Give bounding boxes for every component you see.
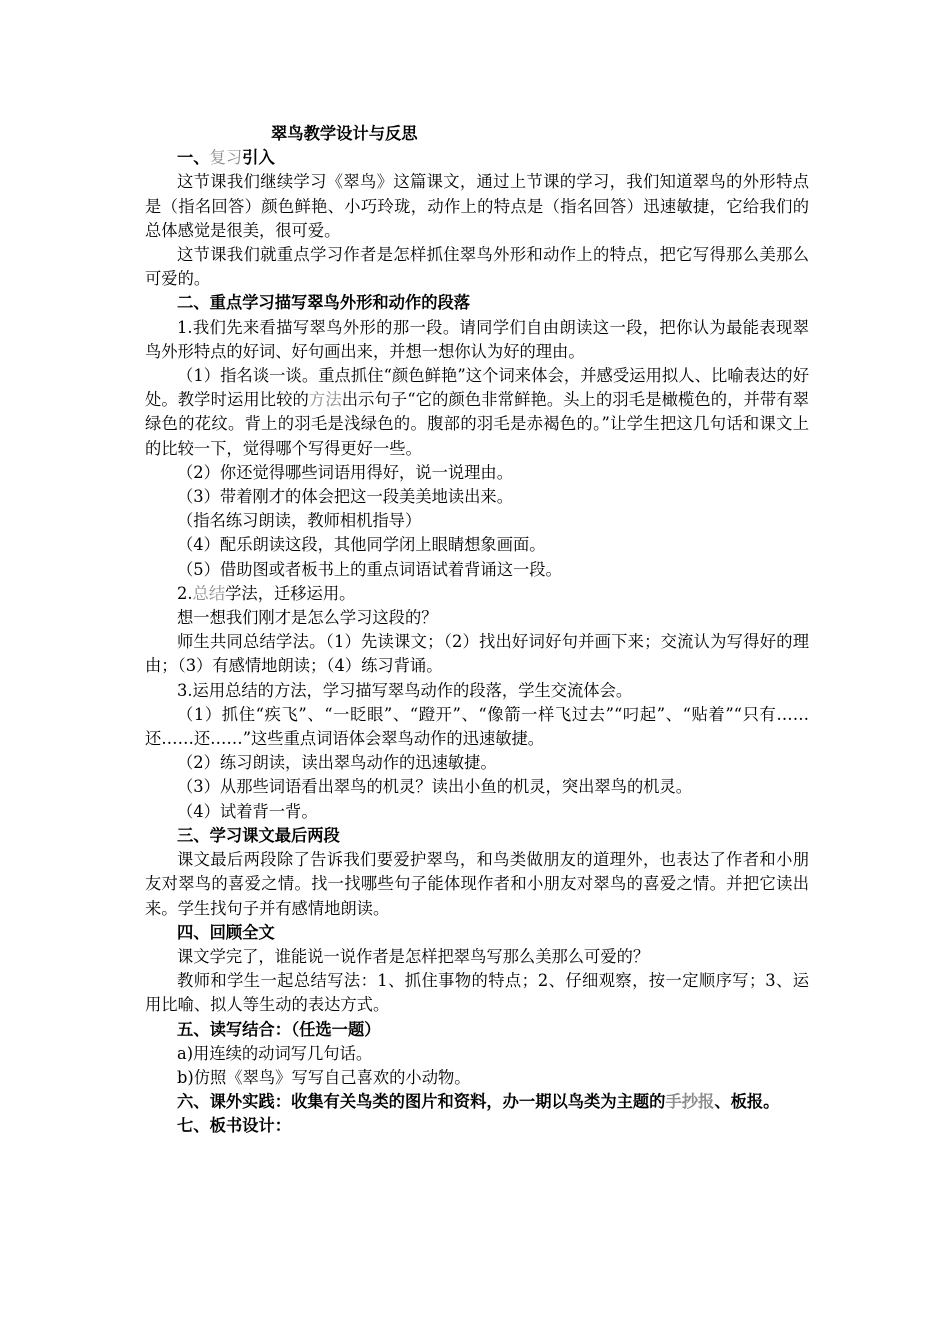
section-2-paragraph-6: （4）配乐朗读这段，其他同学闭上眼睛想象画面。 — [177, 535, 546, 555]
section-4-paragraph-2: 教师和学生一起总结写法：1、抓住事物的特点；2、仔细观察，按一定顺序写；3、运用比喻、拟人等生动的表达方式。 — [145, 971, 809, 1015]
section-6-heading-start: 六、课外实践：收集有关鸟类的图片和资料，办一期以鸟类为主题的 — [177, 1092, 666, 1112]
document-title: 翠鸟教学设计与反思 — [271, 124, 418, 143]
section-2-paragraph-13: （2）练习朗读，读出翠鸟动作的迅速敏捷。 — [177, 753, 497, 773]
section-2-paragraph-2-start: （1）指名谈一谈。重点抓住“颜色鲜艳”这个词来体会，并感受运用拟人、比喻表达的好处。教学时运用比较的 — [145, 366, 809, 410]
section-2-paragraph-3: （2）你还觉得哪些词语用得好，说一说理由。 — [177, 462, 513, 482]
section-2-paragraph-11: 3.运用总结的方法，学习描写翠鸟动作的段落，学生交流体会。 — [177, 680, 633, 700]
section-2-paragraph-14: （3）从那些词语看出翠鸟的机灵？读出小鱼的机灵，突出翠鸟的机灵。 — [177, 777, 693, 797]
section-2-heading: 二、重点学习描写翠鸟外形和动作的段落 — [177, 293, 471, 313]
method-link[interactable]: 方法 — [308, 390, 342, 410]
section-2-paragraph-4: （3）带着刚才的体会把这一段美美地读出来。 — [177, 487, 513, 507]
section-1-heading-text: 引入 — [242, 148, 275, 168]
section-1-number: 一、 — [177, 148, 210, 168]
handwritten-newspaper-link[interactable]: 手抄报 — [665, 1092, 715, 1112]
section-4-paragraph-1: 课文学完了，谁能说一说作者是怎样把翠鸟写那么美那么可爱的？ — [177, 946, 650, 966]
summary-link[interactable]: 总结 — [192, 583, 226, 603]
section-5-heading: 五、读写结合：（任选一题） — [177, 1019, 381, 1039]
section-2-paragraph-8 — [145, 582, 809, 606]
section-2-paragraph-8-text: 学法，迁移运用。 — [225, 583, 356, 603]
section-2-paragraph-9: 想一想我们刚才是怎么学习这段的？ — [177, 608, 438, 628]
section-2-paragraph-12: （1）抓住“疾飞”、“一眨眼”、“蹬开”、“像箭一样飞过去”“叼起”、“贴着”“只有……还……还……”这些重点词语体会翠鸟动作的迅速敏捷。 — [145, 704, 809, 749]
section-1-paragraph-2: 这节课我们就重点学习作者是怎样抓住翠鸟外形和动作上的特点，把它写得那么美那么可爱的。 — [145, 245, 809, 289]
section-2-paragraph-8-number: 2. — [177, 583, 193, 603]
section-6-heading — [145, 1090, 809, 1114]
section-5-option-a: a)用连续的动词写几句话。 — [177, 1043, 373, 1063]
section-7-heading: 七、板书设计： — [177, 1116, 291, 1136]
section-3-paragraph-1: 课文最后两段除了告诉我们要爱护翠鸟，和鸟类做朋友的道理外，也表达了作者和小朋友对翠鸟的喜爱之情。找一找哪些句子能体现作者和小朋友对翠鸟的喜爱之情。并把它读出来。学生找句子并有感情地朗读。 — [145, 850, 809, 918]
section-2-paragraph-1: 1.我们先来看描写翠鸟外形的那一段。请同学们自由朗读这一段，把你认为最能表现翠鸟外形特点的好词、好句画出来，并想一想你认为好的理由。 — [145, 317, 809, 361]
section-5-option-b: b)仿照《翠鸟》写写自己喜欢的小动物。 — [177, 1067, 471, 1087]
section-2-paragraph-2-end: 出示句子“它的颜色非常鲜艳。头上的羽毛是橄榄色的，并带有翠绿色的花纹。背上的羽毛是浅绿色的。腹部的羽毛是赤褐色的。”让学生把这几句话和课文上的比较一下，觉得哪个写得更好一些。 — [145, 390, 809, 458]
section-2-paragraph-7: （5）借助图或者板书上的重点词语试着背诵这一段。 — [177, 559, 562, 579]
section-1-heading — [145, 146, 809, 170]
section-2-paragraph-5: （指名练习朗读，教师相机指导） — [177, 511, 422, 531]
document-page — [145, 122, 809, 1139]
section-4-heading: 四、回顾全文 — [177, 922, 275, 942]
section-6-heading-end: 、板报。 — [714, 1092, 780, 1112]
review-link[interactable]: 复习 — [209, 148, 243, 168]
section-3-heading: 三、学习课文最后两段 — [177, 825, 340, 845]
section-2-paragraph-2 — [145, 364, 809, 461]
section-2-paragraph-10: 师生共同总结学法。（1）先读课文；（2）找出好词好句并画下来；交流认为写得好的理由；（3）有感情地朗读；（4）练习背诵。 — [145, 632, 809, 676]
section-1-paragraph-1: 这节课我们继续学习《翠鸟》这篇课文，通过上节课的学习，我们知道翠鸟的外形特点是（指名回答）颜色鲜艳、小巧玲珑，动作上的特点是（指名回答）迅速敏捷，它给我们的总体感觉是很美，很可爱。 — [145, 172, 809, 240]
section-2-paragraph-15: （4）试着背一背。 — [177, 801, 318, 821]
